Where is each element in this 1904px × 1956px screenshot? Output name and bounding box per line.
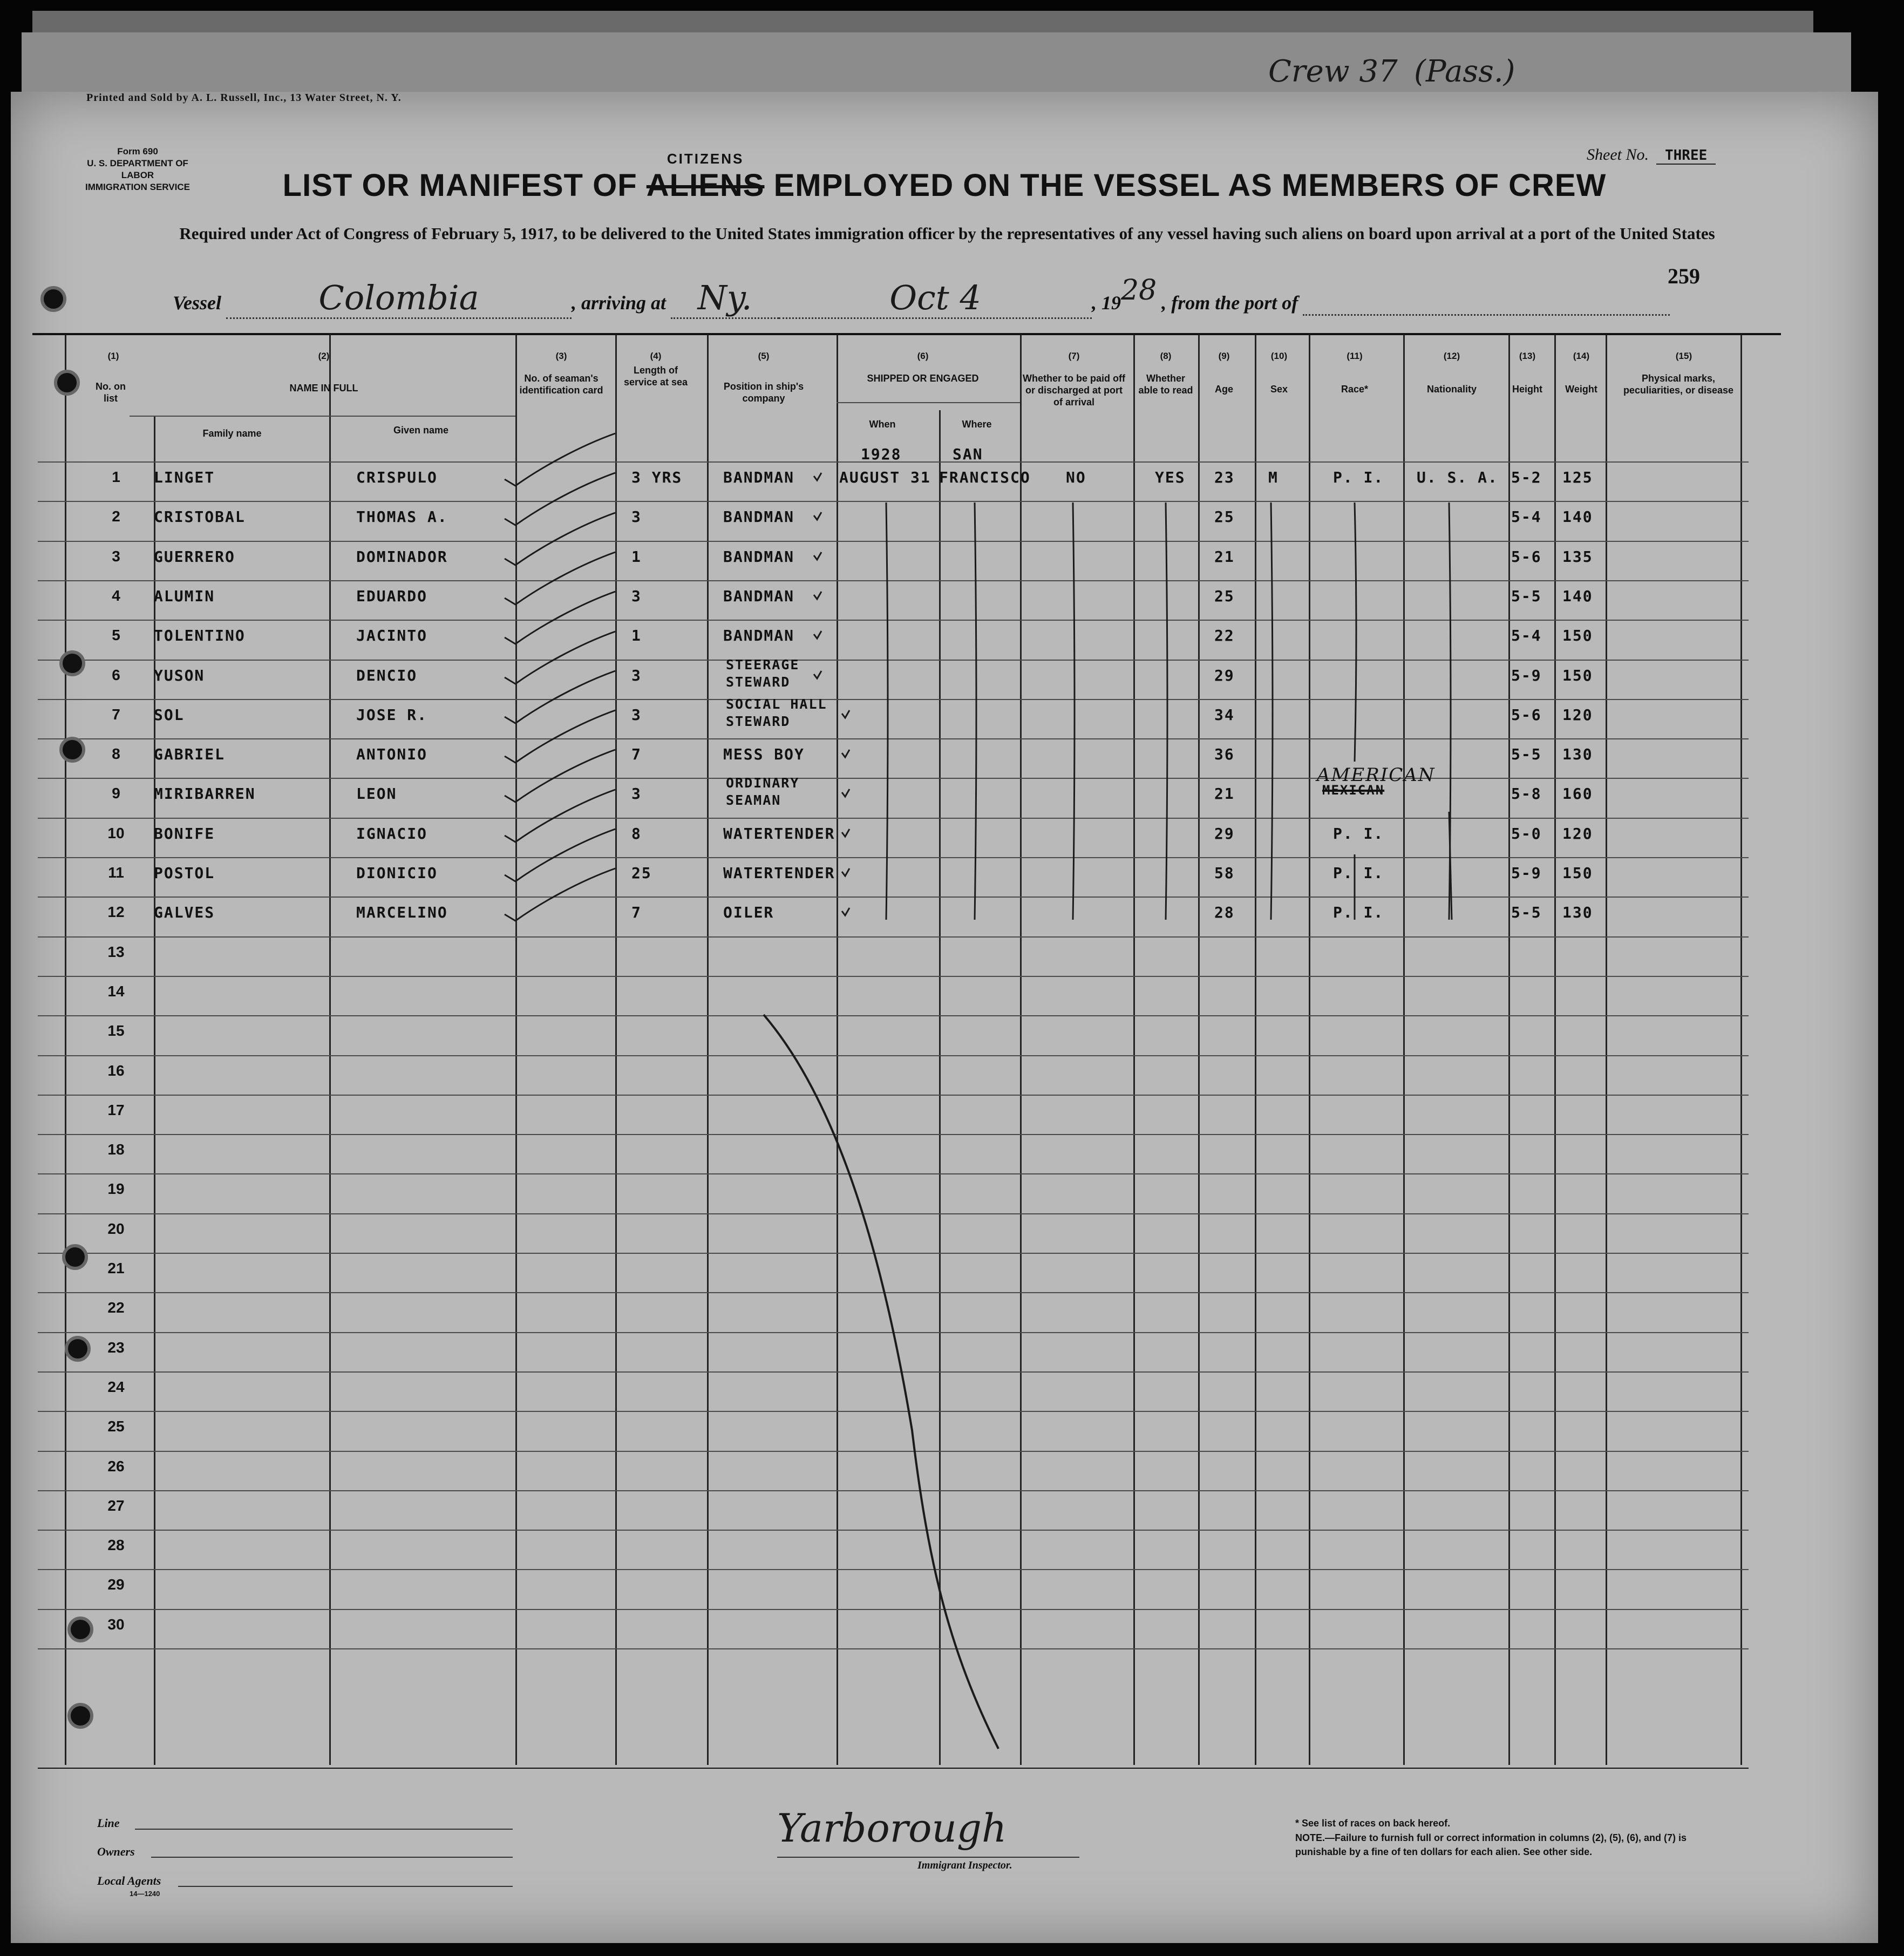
- title-prefix: LIST OR MANIFEST OF: [282, 168, 637, 203]
- height: 5-6: [1511, 548, 1542, 566]
- col15-label: Physical marks, peculiarities, or disease: [1623, 373, 1734, 396]
- row-number: 30: [107, 1616, 125, 1633]
- length-of-service: 3: [631, 587, 642, 605]
- tick-mark: [842, 829, 849, 837]
- given-name: MARCELINO: [356, 904, 448, 921]
- row-number: 27: [107, 1497, 125, 1514]
- ditto-line: [1166, 502, 1167, 920]
- weight: 140: [1562, 508, 1593, 526]
- height: 5-5: [1511, 904, 1542, 921]
- weight: 120: [1562, 706, 1593, 724]
- position: BANDMAN: [723, 468, 795, 486]
- inspector-signature: Yarborough: [777, 1805, 1007, 1851]
- race: P. I.: [1333, 825, 1384, 843]
- check-mark: [505, 473, 615, 525]
- age: 21: [1214, 785, 1235, 803]
- col2-label: NAME IN FULL: [289, 383, 358, 393]
- title-inserted-word: CITIZENS: [667, 151, 744, 167]
- given-name: JACINTO: [356, 627, 428, 644]
- given-name: DOMINADOR: [356, 548, 448, 566]
- weight: 140: [1562, 587, 1593, 605]
- height: 5-4: [1511, 627, 1542, 644]
- sheet-value: THREE: [1656, 147, 1716, 165]
- tick-mark: [814, 473, 821, 480]
- height: 5-0: [1511, 825, 1542, 843]
- given-name: EDUARDO: [356, 587, 428, 605]
- note-races: * See list of races on back hereof.: [1295, 1818, 1451, 1829]
- row-number: 4: [112, 587, 120, 604]
- col7-label: Whether to be paid off or discharged at port of arrival: [1023, 373, 1125, 408]
- service-name: IMMIGRATION SERVICE: [85, 182, 190, 192]
- check-mark: [505, 710, 615, 763]
- ditto-line: [886, 502, 888, 920]
- col3-num: (3): [555, 351, 567, 361]
- age: 29: [1214, 667, 1235, 684]
- from-label: , from the port of: [1161, 292, 1298, 314]
- row-number: 15: [107, 1022, 125, 1039]
- position: BANDMAN: [723, 587, 795, 605]
- row-number: 9: [112, 785, 120, 802]
- subtitle: Required under Act of Congress of February 5, 1917, to be delivered to the United States immigration officer by the representatives of any vessel having such aliens on board upon arrival at a port of the United States: [179, 224, 1715, 243]
- shipped-when: AUGUST 31: [839, 468, 931, 486]
- position: ORDINARY: [726, 775, 800, 791]
- able-to-read: YES: [1155, 468, 1186, 486]
- sheet-label: Sheet No.: [1587, 146, 1649, 164]
- length-of-service: 8: [631, 825, 642, 843]
- row-number: 28: [107, 1537, 125, 1553]
- length-of-service: 3: [631, 785, 642, 803]
- family-name: MIRIBARREN: [154, 785, 256, 803]
- tick-mark: [814, 631, 821, 639]
- position-line-2: SEAMAN: [726, 792, 781, 808]
- col14-num: (14): [1573, 351, 1590, 361]
- age: 29: [1214, 825, 1235, 843]
- note-fine: NOTE.—Failure to furnish full or correct information in columns (2), (5), (6), and (7) is punishable by a fine of ten dollars for each alien. See other side.: [1295, 1832, 1687, 1857]
- col10-num: (10): [1270, 351, 1288, 361]
- weight: 120: [1562, 825, 1593, 843]
- position-line-2: STEWARD: [726, 674, 791, 690]
- col9-num: (9): [1218, 351, 1230, 361]
- row-number: 20: [107, 1220, 125, 1237]
- col11-num: (11): [1347, 351, 1363, 361]
- col14-label: Weight: [1565, 384, 1597, 395]
- form-number: Form 690: [117, 146, 158, 157]
- family-name: CRISTOBAL: [154, 508, 246, 526]
- row-number: 2: [112, 508, 120, 525]
- shipped-year: 1928: [861, 445, 902, 463]
- weight: 160: [1562, 785, 1593, 803]
- length-of-service: 7: [631, 745, 642, 763]
- family-name: GABRIEL: [154, 745, 226, 763]
- length-of-service: 7: [631, 904, 642, 921]
- ditto-line: [975, 502, 976, 920]
- weight: 135: [1562, 548, 1593, 566]
- printer-credit: Printed and Sold by A. L. Russell, Inc., 13 Water Street, N. Y.: [86, 92, 402, 104]
- race: P. I.: [1333, 904, 1384, 921]
- form-code: 14—1240: [130, 1890, 160, 1898]
- row-number: 10: [107, 825, 125, 841]
- row-number: 19: [107, 1180, 125, 1197]
- col8-label: Whether able to read: [1138, 373, 1193, 396]
- footer-agents-label: Local Agents: [97, 1874, 161, 1887]
- position: OILER: [723, 904, 774, 921]
- col6-num: (6): [917, 351, 929, 361]
- col13-label: Height: [1512, 384, 1542, 395]
- age: 25: [1214, 587, 1235, 605]
- row-number: 29: [107, 1576, 125, 1593]
- check-mark: [505, 592, 615, 644]
- title-struck-text: ALIENS: [646, 168, 765, 203]
- row-number: 26: [107, 1458, 125, 1475]
- row-number: 14: [107, 983, 125, 1000]
- ditto-line: [1073, 502, 1075, 920]
- col1-num: (1): [107, 351, 119, 361]
- row-number: 23: [107, 1339, 125, 1356]
- check-mark: [505, 671, 615, 723]
- length-of-service: 3: [631, 667, 642, 684]
- arrival-port: Ny.: [697, 278, 752, 317]
- check-mark: [505, 433, 615, 486]
- vessel-label: Vessel: [173, 292, 221, 314]
- family-name: LINGET: [154, 468, 215, 486]
- given-name: ANTONIO: [356, 745, 428, 763]
- arriving-label: , arriving at: [572, 292, 667, 314]
- tick-mark: [814, 671, 821, 678]
- check-mark: [505, 829, 615, 881]
- col5-label: Position in ship's company: [723, 381, 804, 404]
- col4-num: (4): [650, 351, 662, 361]
- col2-given: Given name: [393, 425, 449, 436]
- arrival-year: 28: [1121, 274, 1157, 307]
- col12-num: (12): [1443, 351, 1460, 361]
- row-number: 21: [107, 1260, 125, 1276]
- height: 5-5: [1511, 587, 1542, 605]
- row-number: 18: [107, 1141, 125, 1158]
- age: 25: [1214, 508, 1235, 526]
- given-name: JOSE R.: [356, 706, 428, 724]
- position: STEERAGE: [726, 657, 800, 673]
- row-number: 8: [112, 745, 120, 762]
- crew-annotation: Crew 37: [1268, 54, 1398, 89]
- row-number: 6: [112, 667, 120, 683]
- height: 5-8: [1511, 785, 1542, 803]
- col6-when: When: [869, 419, 896, 430]
- family-name: GALVES: [154, 904, 215, 921]
- vessel-name: Colombia: [318, 278, 479, 317]
- col11-label: Race*: [1341, 384, 1369, 395]
- given-name: THOMAS A.: [356, 508, 448, 526]
- height: 5-5: [1511, 745, 1542, 763]
- race-handwritten: AMERICAN: [1317, 764, 1436, 786]
- ditto-line: [1355, 502, 1356, 762]
- race: P. I.: [1333, 864, 1384, 882]
- family-name: ALUMIN: [154, 587, 215, 605]
- height: 5-2: [1511, 468, 1542, 486]
- weight: 130: [1562, 745, 1593, 763]
- pass-annotation: (Pass.): [1414, 54, 1515, 89]
- row-number: 7: [112, 706, 120, 723]
- age: 34: [1214, 706, 1235, 724]
- col15-num: (15): [1675, 351, 1692, 361]
- row-number: 3: [112, 548, 120, 565]
- race: P. I.: [1333, 468, 1384, 486]
- check-mark: [505, 868, 615, 921]
- length-of-service: 25: [631, 864, 652, 882]
- row-number: 22: [107, 1299, 125, 1316]
- row-number: 1: [112, 468, 120, 485]
- height: 5-6: [1511, 706, 1542, 724]
- row-number: 16: [107, 1062, 125, 1079]
- length-of-service: 3: [631, 706, 642, 724]
- row-number: 17: [107, 1102, 125, 1118]
- age: 21: [1214, 548, 1235, 566]
- age: 58: [1214, 864, 1235, 882]
- col10-label: Sex: [1270, 384, 1288, 395]
- department-name: U. S. DEPARTMENT OF LABOR: [87, 158, 188, 180]
- position: WATERTENDER: [723, 825, 835, 843]
- tick-mark: [842, 908, 849, 915]
- position-line-2: STEWARD: [726, 714, 791, 729]
- col1-label: No. on list: [96, 381, 126, 404]
- col4-label: Length of service at sea: [623, 365, 688, 388]
- arrival-date: Oct 4: [889, 278, 981, 317]
- given-name: LEON: [356, 785, 397, 803]
- position: SOCIAL HALL: [726, 696, 827, 712]
- col3-label: No. of seaman's identification card: [519, 373, 603, 396]
- col2-num: (2): [318, 351, 330, 361]
- age: 28: [1214, 904, 1235, 921]
- row-number: 12: [107, 904, 125, 920]
- tick-mark: [842, 868, 849, 876]
- race-struck: MEXICAN: [1322, 783, 1385, 798]
- diagonal-cancel-line: [764, 1015, 998, 1749]
- height: 5-4: [1511, 508, 1542, 526]
- sex: M: [1268, 468, 1279, 486]
- col9-label: Age: [1214, 384, 1233, 395]
- position: BANDMAN: [723, 627, 795, 644]
- page-stamp: 259: [1668, 264, 1700, 288]
- col13-num: (13): [1519, 351, 1536, 361]
- tick-mark: [842, 750, 849, 757]
- paid-off: NO: [1066, 468, 1086, 486]
- family-name: POSTOL: [154, 864, 215, 882]
- family-name: SOL: [154, 706, 185, 724]
- year-prefix: , 19: [1092, 292, 1121, 314]
- given-name: IGNACIO: [356, 825, 428, 843]
- col8-num: (8): [1160, 351, 1172, 361]
- col6-label: SHIPPED OR ENGAGED: [867, 373, 979, 384]
- col6-where: Where: [962, 419, 992, 430]
- position: WATERTENDER: [723, 864, 835, 882]
- footer-line-label: Line: [97, 1816, 120, 1830]
- shipped-where: FRANCISCO: [939, 468, 1031, 486]
- col5-num: (5): [758, 351, 770, 361]
- row-number: 24: [107, 1378, 125, 1395]
- length-of-service: 1: [631, 627, 642, 644]
- age: 36: [1214, 745, 1235, 763]
- tick-mark: [842, 710, 849, 718]
- length-of-service: 3: [631, 508, 642, 526]
- row-number: 11: [108, 864, 124, 881]
- height: 5-9: [1511, 667, 1542, 684]
- family-name: BONIFE: [154, 825, 215, 843]
- nationality: U. S. A.: [1417, 468, 1498, 486]
- col12-label: Nationality: [1426, 384, 1477, 395]
- footer-owners-label: Owners: [97, 1845, 135, 1858]
- title-suffix: EMPLOYED ON THE VESSEL AS MEMBERS OF CREW: [773, 168, 1607, 203]
- col7-num: (7): [1068, 351, 1080, 361]
- length-of-service: 1: [631, 548, 642, 566]
- family-name: YUSON: [154, 667, 205, 684]
- tick-mark: [842, 789, 849, 797]
- check-mark: [505, 552, 615, 605]
- col2-family: Family name: [202, 428, 262, 439]
- length-of-service: 3 YRS: [631, 468, 683, 486]
- row-number: 13: [107, 943, 125, 960]
- age: 22: [1214, 627, 1235, 644]
- shipped-place-top: SAN: [953, 445, 983, 463]
- tick-mark: [814, 512, 821, 520]
- position: BANDMAN: [723, 508, 795, 526]
- height: 5-9: [1511, 864, 1542, 882]
- given-name: CRISPULO: [356, 468, 438, 486]
- weight: 150: [1562, 667, 1593, 684]
- weight: 125: [1562, 468, 1593, 486]
- given-name: DIONICIO: [356, 864, 438, 882]
- check-mark: [505, 750, 615, 802]
- row-number: 5: [112, 627, 120, 643]
- position: MESS BOY: [723, 745, 805, 763]
- age: 23: [1214, 468, 1235, 486]
- family-name: GUERRERO: [154, 548, 235, 566]
- ditto-line: [1271, 502, 1273, 920]
- position: BANDMAN: [723, 548, 795, 566]
- weight: 150: [1562, 627, 1593, 644]
- weight: 130: [1562, 904, 1593, 921]
- tick-mark: [814, 552, 821, 560]
- weight: 150: [1562, 864, 1593, 882]
- inspector-label: Immigrant Inspector.: [917, 1859, 1012, 1871]
- row-number: 25: [107, 1418, 125, 1435]
- tick-mark: [814, 592, 821, 599]
- family-name: TOLENTINO: [154, 627, 246, 644]
- given-name: DENCIO: [356, 667, 418, 684]
